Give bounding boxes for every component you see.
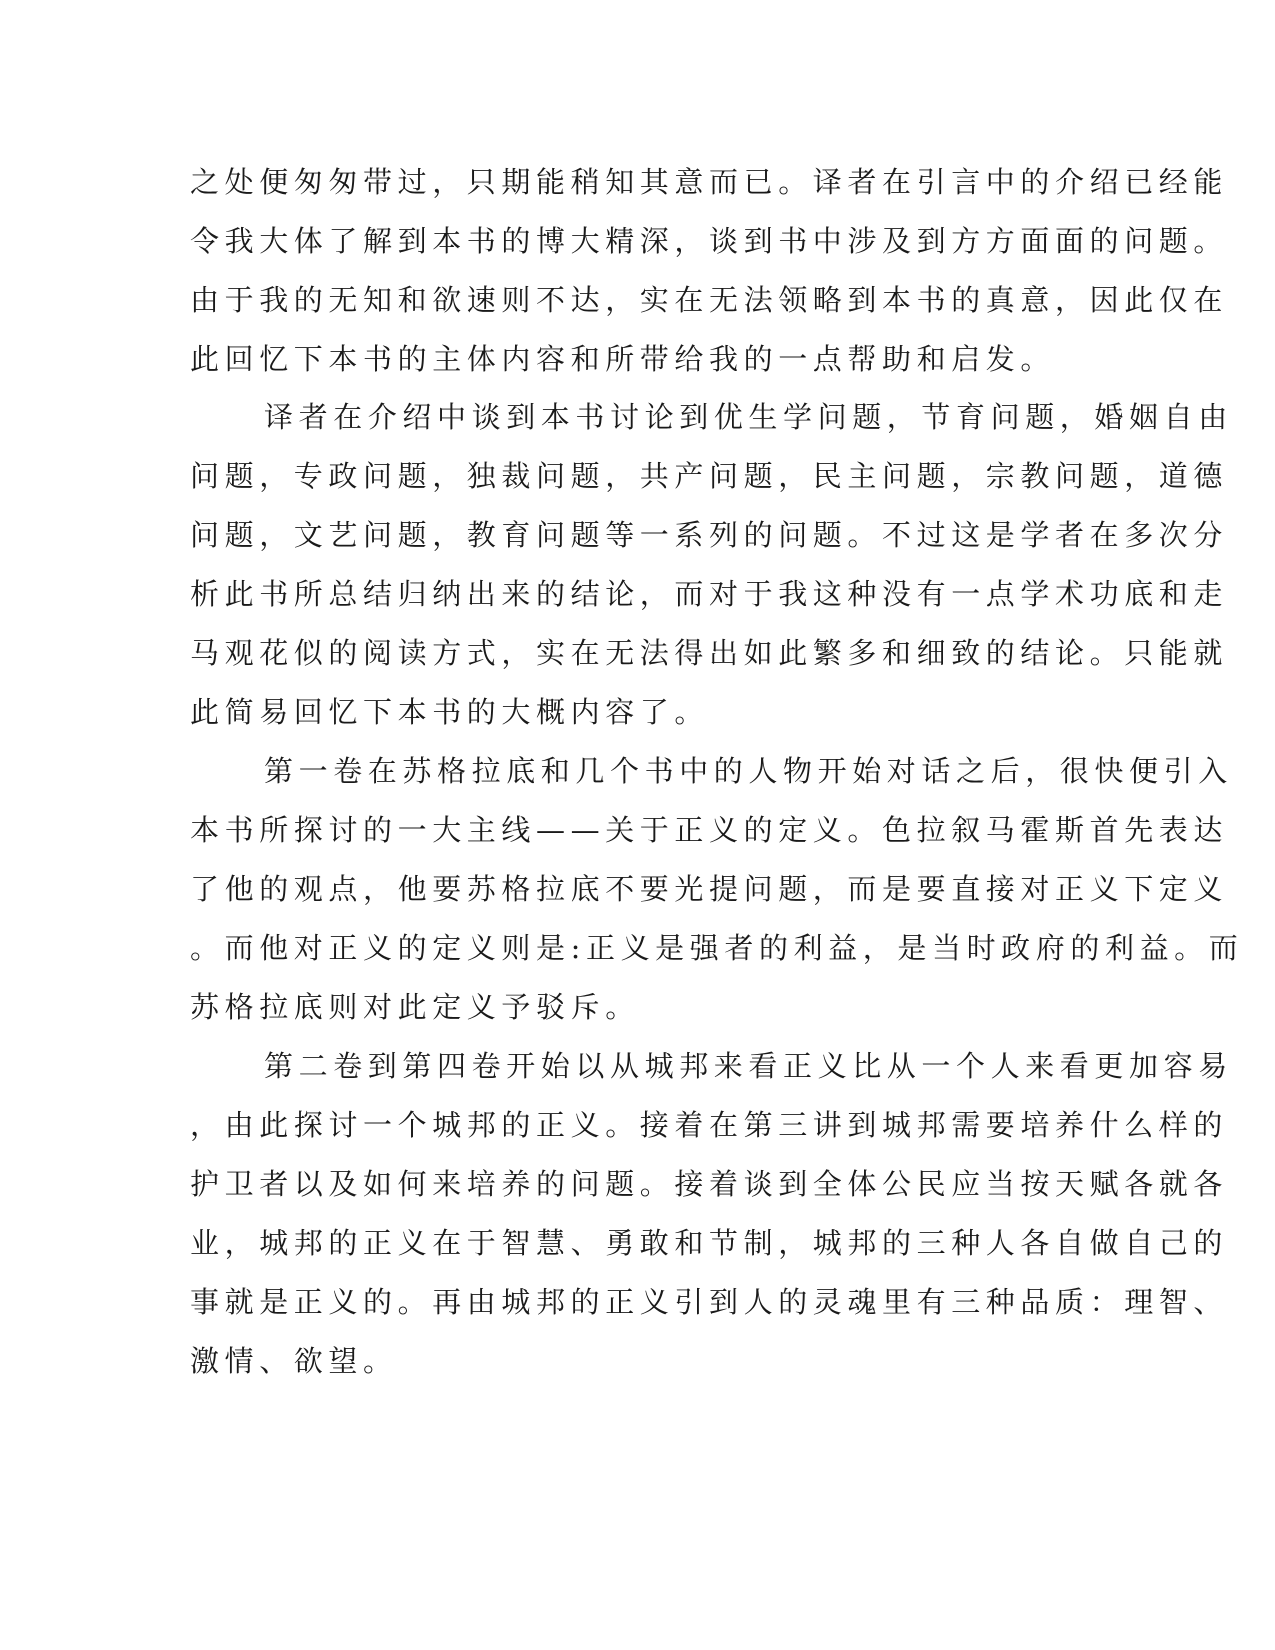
paragraph-2-line-1: 译者在介绍中谈到本书讨论到优生学问题，节育问题，婚姻自由 (264, 400, 1233, 434)
paragraph-2-line-6: 此简易回忆下本书的大概内容了。 (190, 695, 710, 729)
paragraph-4-line-5: 事就是正义的。再由城邦的正义引到人的灵魂里有三种品质：理智、 (190, 1285, 1229, 1319)
paragraph-3-line-3: 了他的观点，他要苏格拉底不要光提问题，而是要直接对正义下定义 (190, 872, 1229, 906)
paragraph-3-line-2: 本书所探讨的一大主线——关于正义的定义。色拉叙马霍斯首先表达 (190, 813, 1229, 847)
paragraph-3-line-4: 。而他对正义的定义则是:正义是强者的利益，是当时政府的利益。而 (190, 931, 1244, 965)
paragraph-2-line-4: 析此书所总结归纳出来的结论，而对于我这种没有一点学术功底和走 (190, 577, 1229, 611)
paragraph-4-line-2: ，由此探讨一个城邦的正义。接着在第三讲到城邦需要培养什么样的 (190, 1108, 1229, 1142)
paragraph-1-line-4: 此回忆下本书的主体内容和所带给我的一点帮助和启发。 (190, 342, 1056, 376)
paragraph-2-line-2: 问题，专政问题，独裁问题，共产问题，民主问题，宗教问题，道德 (190, 459, 1229, 493)
paragraph-4-line-6: 激情、欲望。 (190, 1344, 398, 1378)
paragraph-1-line-2: 令我大体了解到本书的博大精深，谈到书中涉及到方方面面的问题。 (190, 224, 1229, 258)
paragraph-3-line-5: 苏格拉底则对此定义予驳斥。 (190, 990, 640, 1024)
paragraph-1-line-3: 由于我的无知和欲速则不达，实在无法领略到本书的真意，因此仅在 (190, 283, 1229, 317)
paragraph-4-line-1: 第二卷到第四卷开始以从城邦来看正义比从一个人来看更加容易 (264, 1049, 1233, 1083)
paragraph-2-line-3: 问题，文艺问题，教育问题等一系列的问题。不过这是学者在多次分 (190, 518, 1229, 552)
paragraph-1-line-1: 之处便匆匆带过，只期能稍知其意而已。译者在引言中的介绍已经能 (190, 165, 1229, 199)
paragraph-2-line-5: 马观花似的阅读方式，实在无法得出如此繁多和细致的结论。只能就 (190, 636, 1229, 670)
paragraph-4-line-3: 护卫者以及如何来培养的问题。接着谈到全体公民应当按天赋各就各 (190, 1167, 1229, 1201)
paragraph-3-line-1: 第一卷在苏格拉底和几个书中的人物开始对话之后，很快便引入 (264, 754, 1233, 788)
paragraph-4-line-4: 业，城邦的正义在于智慧、勇敢和节制，城邦的三种人各自做自己的 (190, 1226, 1229, 1260)
